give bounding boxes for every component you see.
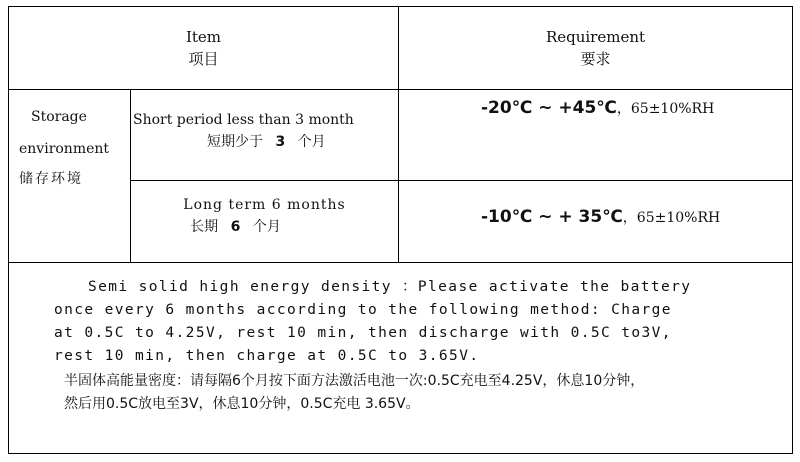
- header-item: [9, 7, 398, 89]
- period-long-zh: [190, 216, 281, 238]
- header-requirement: [399, 7, 792, 89]
- storage-label-zh: 储存环境: [19, 171, 83, 187]
- temp-short: -20℃ ~ +45℃: [481, 98, 617, 118]
- table-border-bottom: [8, 453, 793, 454]
- requirement-long-term: [399, 202, 792, 232]
- row-divider: [130, 180, 793, 181]
- requirement-short-period: [399, 94, 792, 122]
- header-divider: [8, 89, 793, 90]
- rh-short: ，65±10%RH: [616, 101, 715, 117]
- header-requirement-zh: 要求: [580, 50, 611, 68]
- temp-long: -10℃ ~ + 35℃: [481, 207, 623, 227]
- header-requirement-en: Requirement: [545, 28, 646, 46]
- activation-note: [54, 276, 764, 416]
- note-en-line-4: rest 10 min, then charge at 0.5C to 3.65V.: [54, 348, 480, 364]
- period-long-zh-prefix: 长期: [190, 219, 219, 235]
- rh-long: ，65±10%RH: [622, 210, 721, 226]
- storage-label: [9, 101, 130, 193]
- table-body-divider: [8, 262, 793, 263]
- header-item-en: Item: [185, 28, 222, 46]
- storage-row-long-term: [131, 190, 398, 242]
- period-long-zh-suffix: 个月: [252, 219, 281, 235]
- note-en-line-1: Semi solid high energy density ：Please activate the battery: [88, 279, 692, 295]
- period-long-zh-num: 6: [230, 219, 241, 235]
- note-en-line-3: at 0.5C to 4.25V, rest 10 min, then discharge with 0.5C to3V,: [54, 325, 672, 341]
- note-en-line-2: once every 6 months according to the following method: Charge: [54, 302, 672, 318]
- period-long-en: Long term 6 months: [183, 197, 346, 213]
- period-short-zh: [131, 131, 326, 153]
- table-border-right: [792, 6, 793, 454]
- storage-label-en-1: Storage: [31, 109, 87, 125]
- storage-row-short-period: [131, 96, 398, 166]
- header-item-zh: 项目: [188, 50, 219, 68]
- period-short-en: Short period less than 3 month: [133, 112, 354, 128]
- storage-label-en-2: environment: [19, 141, 110, 157]
- note-zh-line-1: 半固体高能量密度：请每隔6个月按下面方法激活电池一次:0.5C充电至4.25V，休息10分钟，: [64, 373, 645, 389]
- note-zh-line-2: 然后用0.5C放电至3V，休息10分钟，0.5C充电 3.65V。: [64, 396, 420, 412]
- period-short-zh-prefix: 短期少于: [207, 134, 263, 150]
- period-short-zh-suffix: 个月: [297, 134, 326, 150]
- period-short-zh-num: 3: [275, 134, 286, 150]
